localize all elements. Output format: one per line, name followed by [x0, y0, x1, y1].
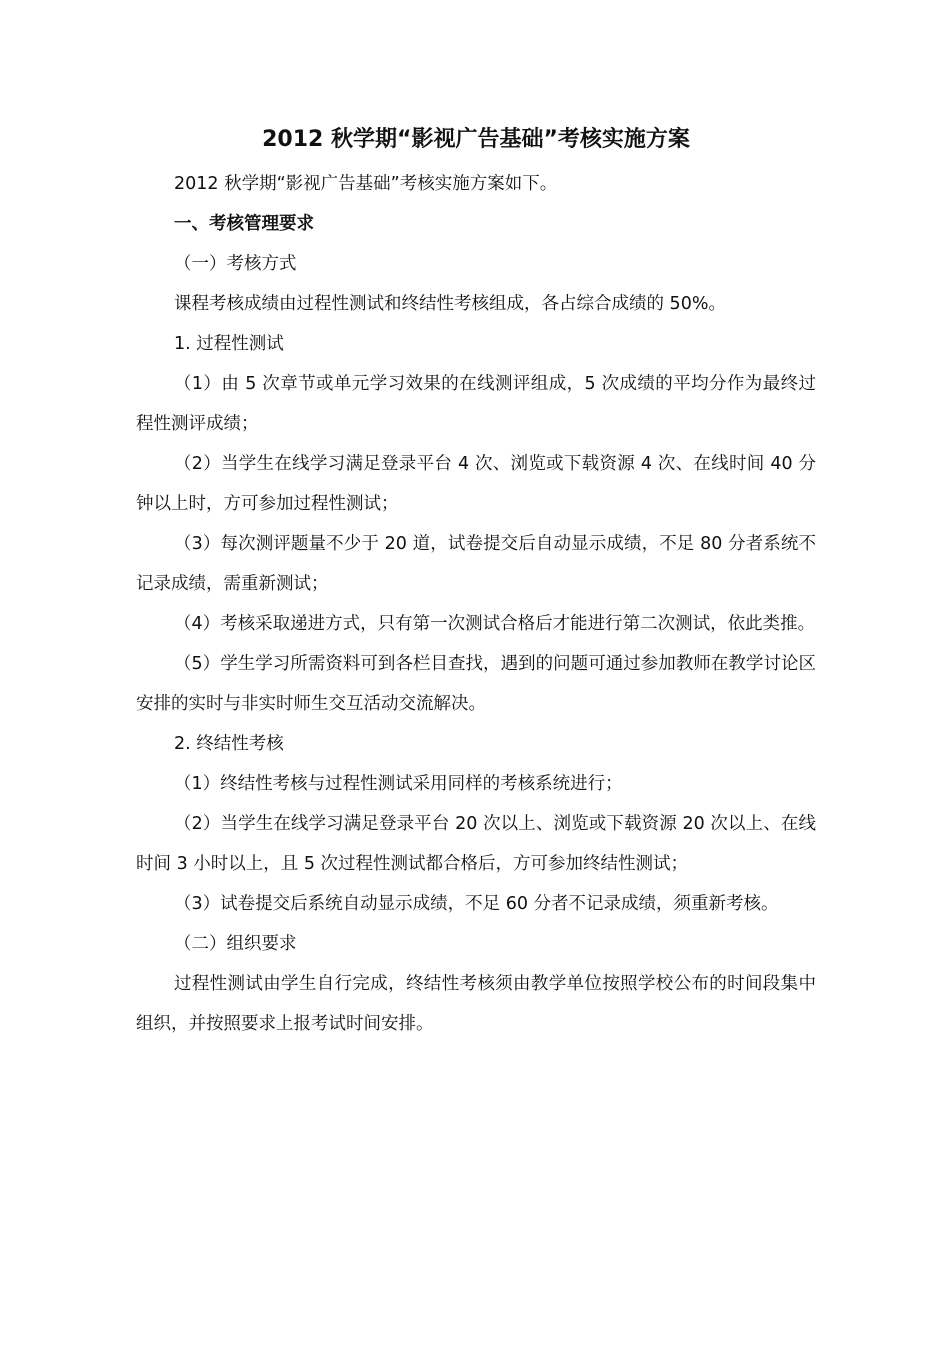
final-item-1: （1）终结性考核与过程性测试采用同样的考核系统进行；	[174, 774, 623, 794]
paragraph-composition: 课程考核成绩由过程性测试和终结性考核组成，各占综合成绩的 50%。	[174, 294, 726, 314]
process-item-5: （5）学生学习所需资料可到各栏目查找，遇到的问题可通过参加教师在教学讨论区安排的实时与非实时师生交互活动交流解决。	[136, 654, 816, 714]
final-item-3: （3）试卷提交后系统自动显示成绩，不足 60 分者不记录成绩，须重新考核。	[174, 894, 779, 914]
document-body	[136, 164, 816, 1044]
subsection-heading-method: （一）考核方式	[174, 254, 297, 274]
subsection-heading-organization: （二）组织要求	[174, 934, 297, 954]
document-title: 2012 秋学期“影视广告基础”考核实施方案	[262, 127, 690, 152]
final-item-2: （2）当学生在线学习满足登录平台 20 次以上、浏览或下载资源 20 次以上、在线时间 3 小时以上，且 5 次过程性测试都合格后，方可参加终结性测试；	[136, 814, 816, 874]
section-heading-management: 一、考核管理要求	[174, 214, 314, 234]
intro-paragraph: 2012 秋学期“影视广告基础”考核实施方案如下。	[174, 174, 558, 194]
paragraph-organization: 过程性测试由学生自行完成，终结性考核须由教学单位按照学校公布的时间段集中组织，并按照要求上报考试时间安排。	[136, 974, 816, 1034]
heading-process-test: 1. 过程性测试	[174, 334, 284, 354]
process-item-1: （1）由 5 次章节或单元学习效果的在线测评组成，5 次成绩的平均分作为最终过程性测评成绩；	[136, 374, 816, 434]
process-item-3: （3）每次测评题量不少于 20 道，试卷提交后自动显示成绩，不足 80 分者系统不记录成绩，需重新测试；	[136, 534, 816, 594]
process-item-2: （2）当学生在线学习满足登录平台 4 次、浏览或下载资源 4 次、在线时间 40 分钟以上时，方可参加过程性测试；	[136, 454, 816, 514]
heading-final-exam: 2. 终结性考核	[174, 734, 284, 754]
process-item-4: （4）考核采取递进方式，只有第一次测试合格后才能进行第二次测试，依此类推。	[174, 614, 816, 634]
